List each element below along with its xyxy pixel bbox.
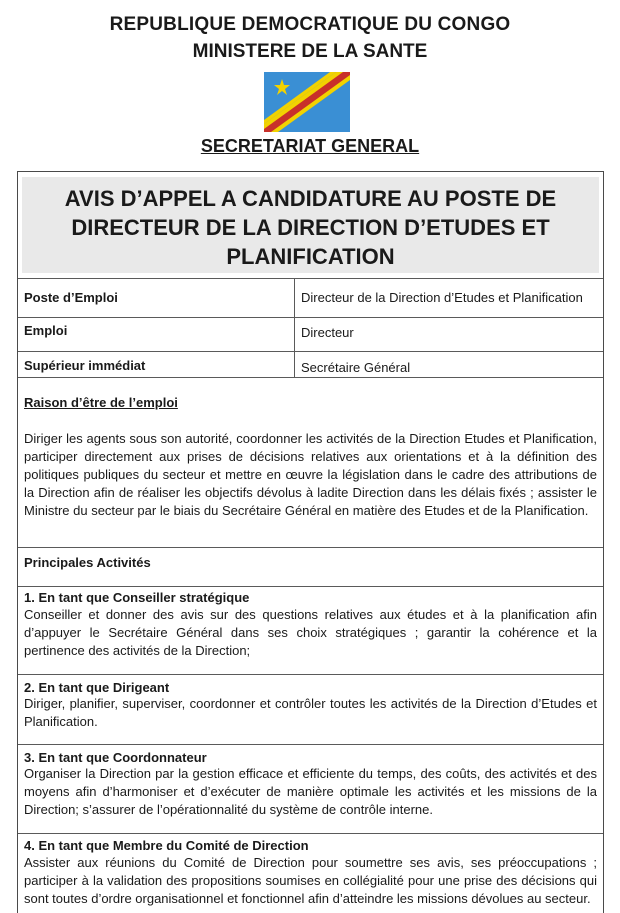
title-line-2: DIRECTEUR DE LA DIRECTION D’ETUDES ET <box>71 215 550 240</box>
table-divider <box>18 278 603 279</box>
row-label-emploi: Emploi <box>24 323 68 338</box>
table-divider <box>18 377 603 378</box>
activity-2-text: Diriger, planifier, superviser, coordonner et contrôler toutes les activités de la Direction d’Etudes et Planification. <box>24 696 597 729</box>
ministry-name: MINISTERE DE LA SANTE <box>192 41 428 62</box>
raison-heading: Raison d’être de l’emploi <box>24 395 178 410</box>
row-value-poste: Directeur de la Direction d’Etudes et Planification <box>301 290 583 305</box>
title-line-3: PLANIFICATION <box>226 244 395 269</box>
row-value-superieur: Secrétaire Général <box>301 360 411 375</box>
activity-2-heading: 2. En tant que Dirigeant <box>24 680 170 695</box>
row-value-emploi: Directeur <box>301 325 354 340</box>
activity-3-heading: 3. En tant que Coordonnateur <box>24 750 207 765</box>
activity-4-heading: 4. En tant que Membre du Comité de Direction <box>24 838 309 853</box>
table-column-divider <box>294 278 295 377</box>
row-label-poste: Poste d’Emploi <box>24 290 118 305</box>
secretariat-heading: SECRETARIAT GENERAL <box>200 136 420 156</box>
posting-title <box>22 184 599 271</box>
activites-heading: Principales Activités <box>24 555 151 570</box>
job-posting-box <box>17 171 604 913</box>
activity-1-heading: 1. En tant que Conseiller stratégique <box>24 590 250 605</box>
activity-1-text: Conseiller et donner des avis sur des questions relatives aux études et à la planification afin d’appuyer le Secrétaire Général dans ses choix stratégiques ; garantir la cohérence et la pertinence des activités de la Direction; <box>24 607 597 658</box>
title-line-1: AVIS D’APPEL A CANDIDATURE AU POSTE DE <box>64 186 557 211</box>
raison-text: Diriger les agents sous son autorité, coordonner les activités de la Direction Etudes et Planification, participer directement aux prises de décisions relatives aux orientations et à la définition des politiques publiques du secteur et mettre en œuvre la législation dans le cadre des attributions de la Direction afin de réaliser les objectifs dévolus à ladite Direction dans les délais fixés ; assister le Ministre du secteur par le biais du Secrétaire Général en matière des Etudes et de la Planification. <box>24 431 597 518</box>
section-divider <box>18 744 603 745</box>
activity-3-text: Organiser la Direction par la gestion efficace et efficiente du temps, des coûts, des activités et des moyens afin d’harmoniser et d’exécuter de manière optimale les activités et les missions de la Direction; s’assurer de l’opérationnalité du système de contrôle interne. <box>24 766 597 817</box>
table-divider <box>18 317 603 318</box>
section-divider <box>18 547 603 548</box>
table-divider <box>18 351 603 352</box>
title-bar <box>22 177 599 273</box>
activity-4-text: Assister aux réunions du Comité de Direction pour soumettre ses avis, ses préoccupations ; participer à la validation des propositions soumises en collégialité pour une prise des décisions qui sont toutes d’ordre organisationnel et fonctionnel afin d’atteindre les missions dévolues au secteur. <box>24 855 597 906</box>
drc-flag-icon <box>264 72 350 132</box>
section-divider <box>18 674 603 675</box>
row-label-superieur: Supérieur immédiat <box>24 358 146 373</box>
section-divider <box>18 586 603 587</box>
country-name: REPUBLIQUE DEMOCRATIQUE DU CONGO <box>109 14 511 35</box>
section-divider <box>18 833 603 834</box>
